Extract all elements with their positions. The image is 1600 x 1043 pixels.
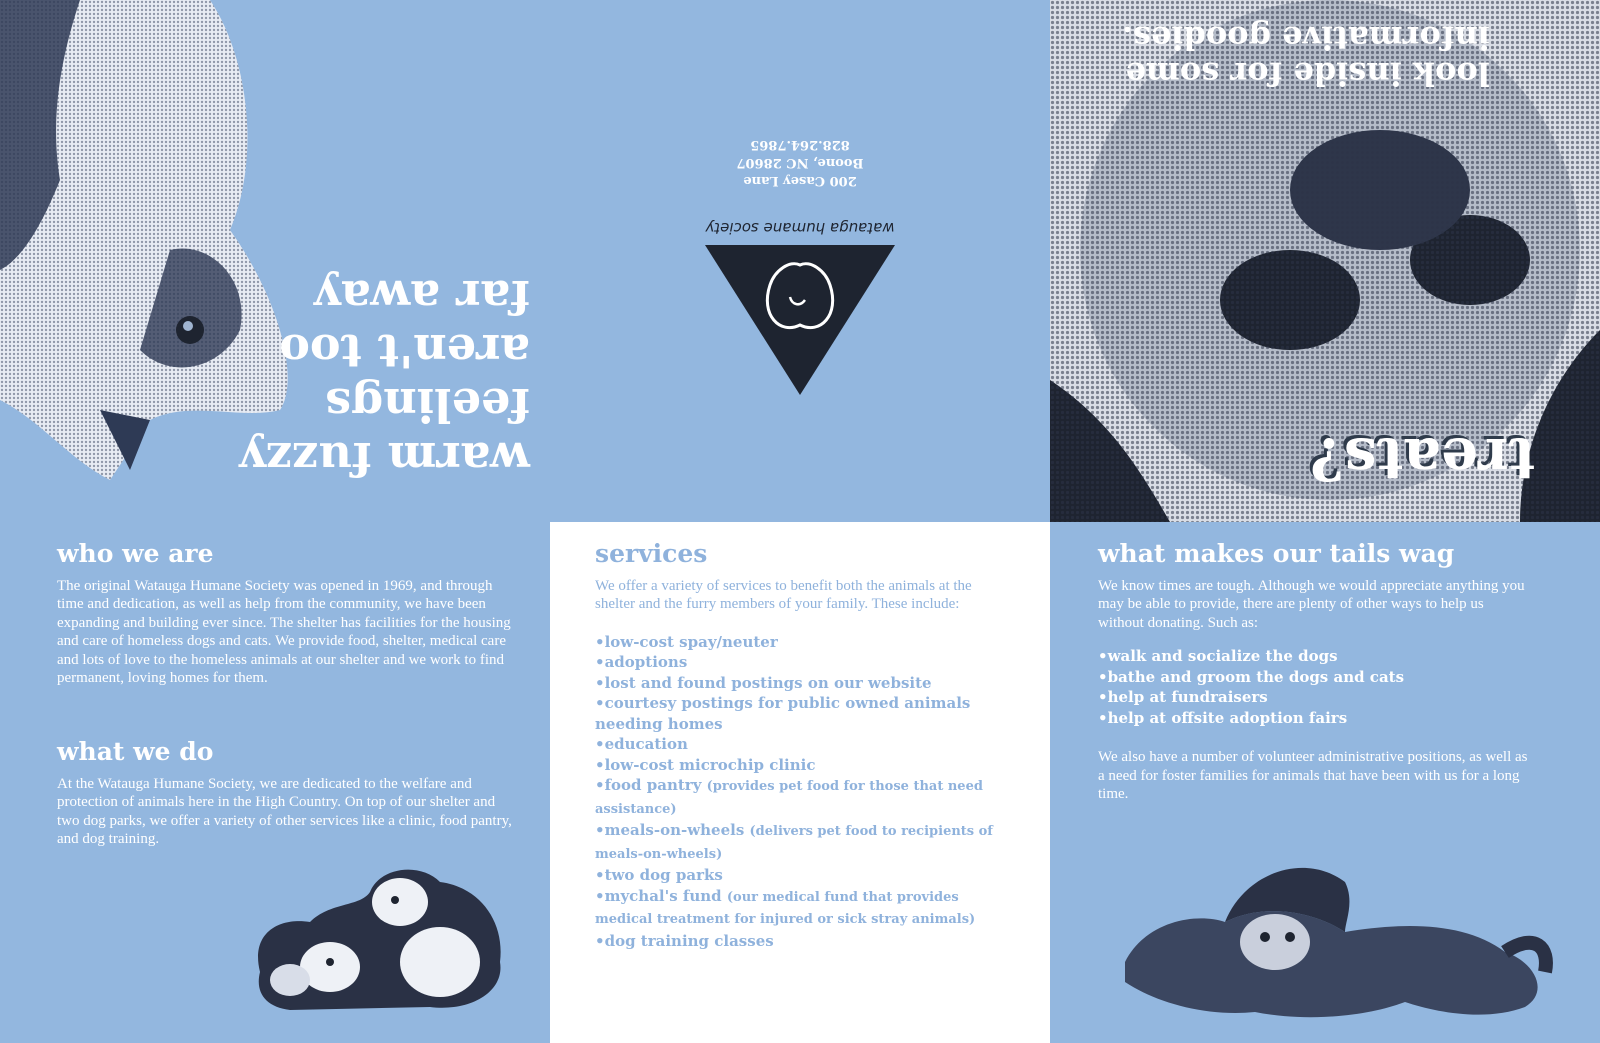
who-we-are-body: The original Watauga Humane Society was opened in 1969, and through time and dedication, as well as help from the community, we have been expanding and building ever since. The shelter has facilities for the housing and care of homeless dogs and cats. We provide food, shelter, medical care and lots of love to the homeless animals at our shelter and we work to find permanent, loving homes for them. bbox=[57, 578, 511, 687]
service-item bbox=[595, 755, 1015, 776]
headline-line: aren't too bbox=[279, 324, 530, 378]
address-street: 200 Casey Lane bbox=[743, 173, 857, 188]
services-list bbox=[595, 632, 1015, 952]
services-intro: We offer a variety of services to benefit both the animals at the shelter and the furry members of your family. These include: bbox=[595, 578, 972, 613]
volunteer-item: •help at fundraisers bbox=[1098, 688, 1268, 707]
services-heading: services bbox=[595, 539, 708, 568]
service-note: (our medical fund that provides medical treatment for injured or sick stray animals) bbox=[595, 889, 976, 928]
teaser-line: informative goodies. bbox=[1121, 19, 1490, 57]
service-label: •education bbox=[595, 735, 688, 754]
service-item bbox=[595, 820, 1015, 865]
service-item bbox=[595, 775, 1015, 820]
warm-fuzzy-headline bbox=[230, 270, 530, 486]
who-we-are-section bbox=[57, 539, 512, 687]
teaser-line: look inside for some bbox=[1125, 55, 1490, 93]
right-info-panel bbox=[1050, 522, 1600, 1043]
tails-wag-intro: We know times are tough. Although we would appreciate anything you may be able to provide, there are plenty of other ways to help us without donating. Such as: bbox=[1098, 578, 1525, 631]
service-item bbox=[595, 652, 1015, 673]
service-label: •mychal's fund bbox=[595, 886, 722, 905]
who-we-are-heading: who we are bbox=[57, 539, 214, 568]
service-label: •lost and found postings on our website bbox=[595, 673, 932, 692]
service-note: (provides pet food for those that need assistance) bbox=[595, 779, 983, 817]
volunteer-item: •help at offsite adoption fairs bbox=[1098, 708, 1348, 727]
services-section bbox=[595, 539, 1015, 951]
volunteer-item: •walk and socialize the dogs bbox=[1098, 647, 1338, 666]
service-item bbox=[595, 632, 1015, 653]
service-note: (delivers pet food to recipients of meals-on-wheels) bbox=[595, 824, 993, 862]
tails-wag-section bbox=[1098, 539, 1528, 803]
service-label: •meals-on-wheels bbox=[595, 821, 745, 840]
puppies-photo bbox=[250, 862, 510, 1012]
phone-number: 828.264.7865 bbox=[750, 137, 850, 152]
service-label: •dog training classes bbox=[595, 931, 774, 950]
service-label: •food pantry bbox=[595, 776, 702, 795]
service-label: •adoptions bbox=[595, 653, 688, 672]
service-label: •low-cost microchip clinic bbox=[595, 755, 816, 774]
services-panel bbox=[550, 522, 1050, 1043]
service-label: •two dog parks bbox=[595, 866, 723, 885]
service-item bbox=[595, 693, 1015, 734]
what-we-do-body: At the Watauga Humane Society, we are dedicated to the welfare and protection of animals here in the High Country. On top of our shelter and two dog parks, we offer a variety of other services like a clinic, food pantry, and dog training. bbox=[57, 776, 512, 848]
what-we-do-section bbox=[57, 737, 512, 849]
service-label: •low-cost spay/neuter bbox=[595, 632, 778, 651]
service-label: •courtesy postings for public owned animals needing homes bbox=[595, 694, 971, 733]
volunteer-item: •bathe and groom the dogs and cats bbox=[1098, 667, 1405, 686]
service-item bbox=[595, 931, 1015, 952]
volunteer-list bbox=[1098, 646, 1528, 728]
address-city: Boone, NC 28607 bbox=[736, 155, 864, 170]
tails-wag-outro: We also have a number of volunteer administrative positions, as well as a need for foster families for animals that have been with us for a long time. bbox=[1098, 749, 1528, 803]
look-inside-teaser bbox=[1070, 20, 1490, 92]
logo-triangle-icon bbox=[700, 210, 900, 395]
service-item bbox=[595, 886, 1015, 931]
contact-address bbox=[700, 135, 900, 189]
what-we-do-heading: what we do bbox=[57, 737, 214, 766]
society-logo bbox=[700, 210, 900, 395]
headline-line: warm fuzzy bbox=[239, 432, 530, 486]
service-item bbox=[595, 734, 1015, 755]
logo-wordmark: watauga humane society bbox=[705, 219, 895, 237]
headline-line: feelings bbox=[325, 378, 530, 432]
service-item bbox=[595, 673, 1015, 694]
tails-wag-heading: what makes our tails wag bbox=[1098, 539, 1455, 568]
kitten-photo bbox=[1105, 852, 1555, 1032]
treats-heading: treats? bbox=[1310, 425, 1536, 493]
left-info-panel bbox=[0, 522, 550, 1043]
headline-line: far away bbox=[314, 270, 530, 324]
service-item bbox=[595, 865, 1015, 886]
cover-left-panel bbox=[0, 0, 1050, 522]
